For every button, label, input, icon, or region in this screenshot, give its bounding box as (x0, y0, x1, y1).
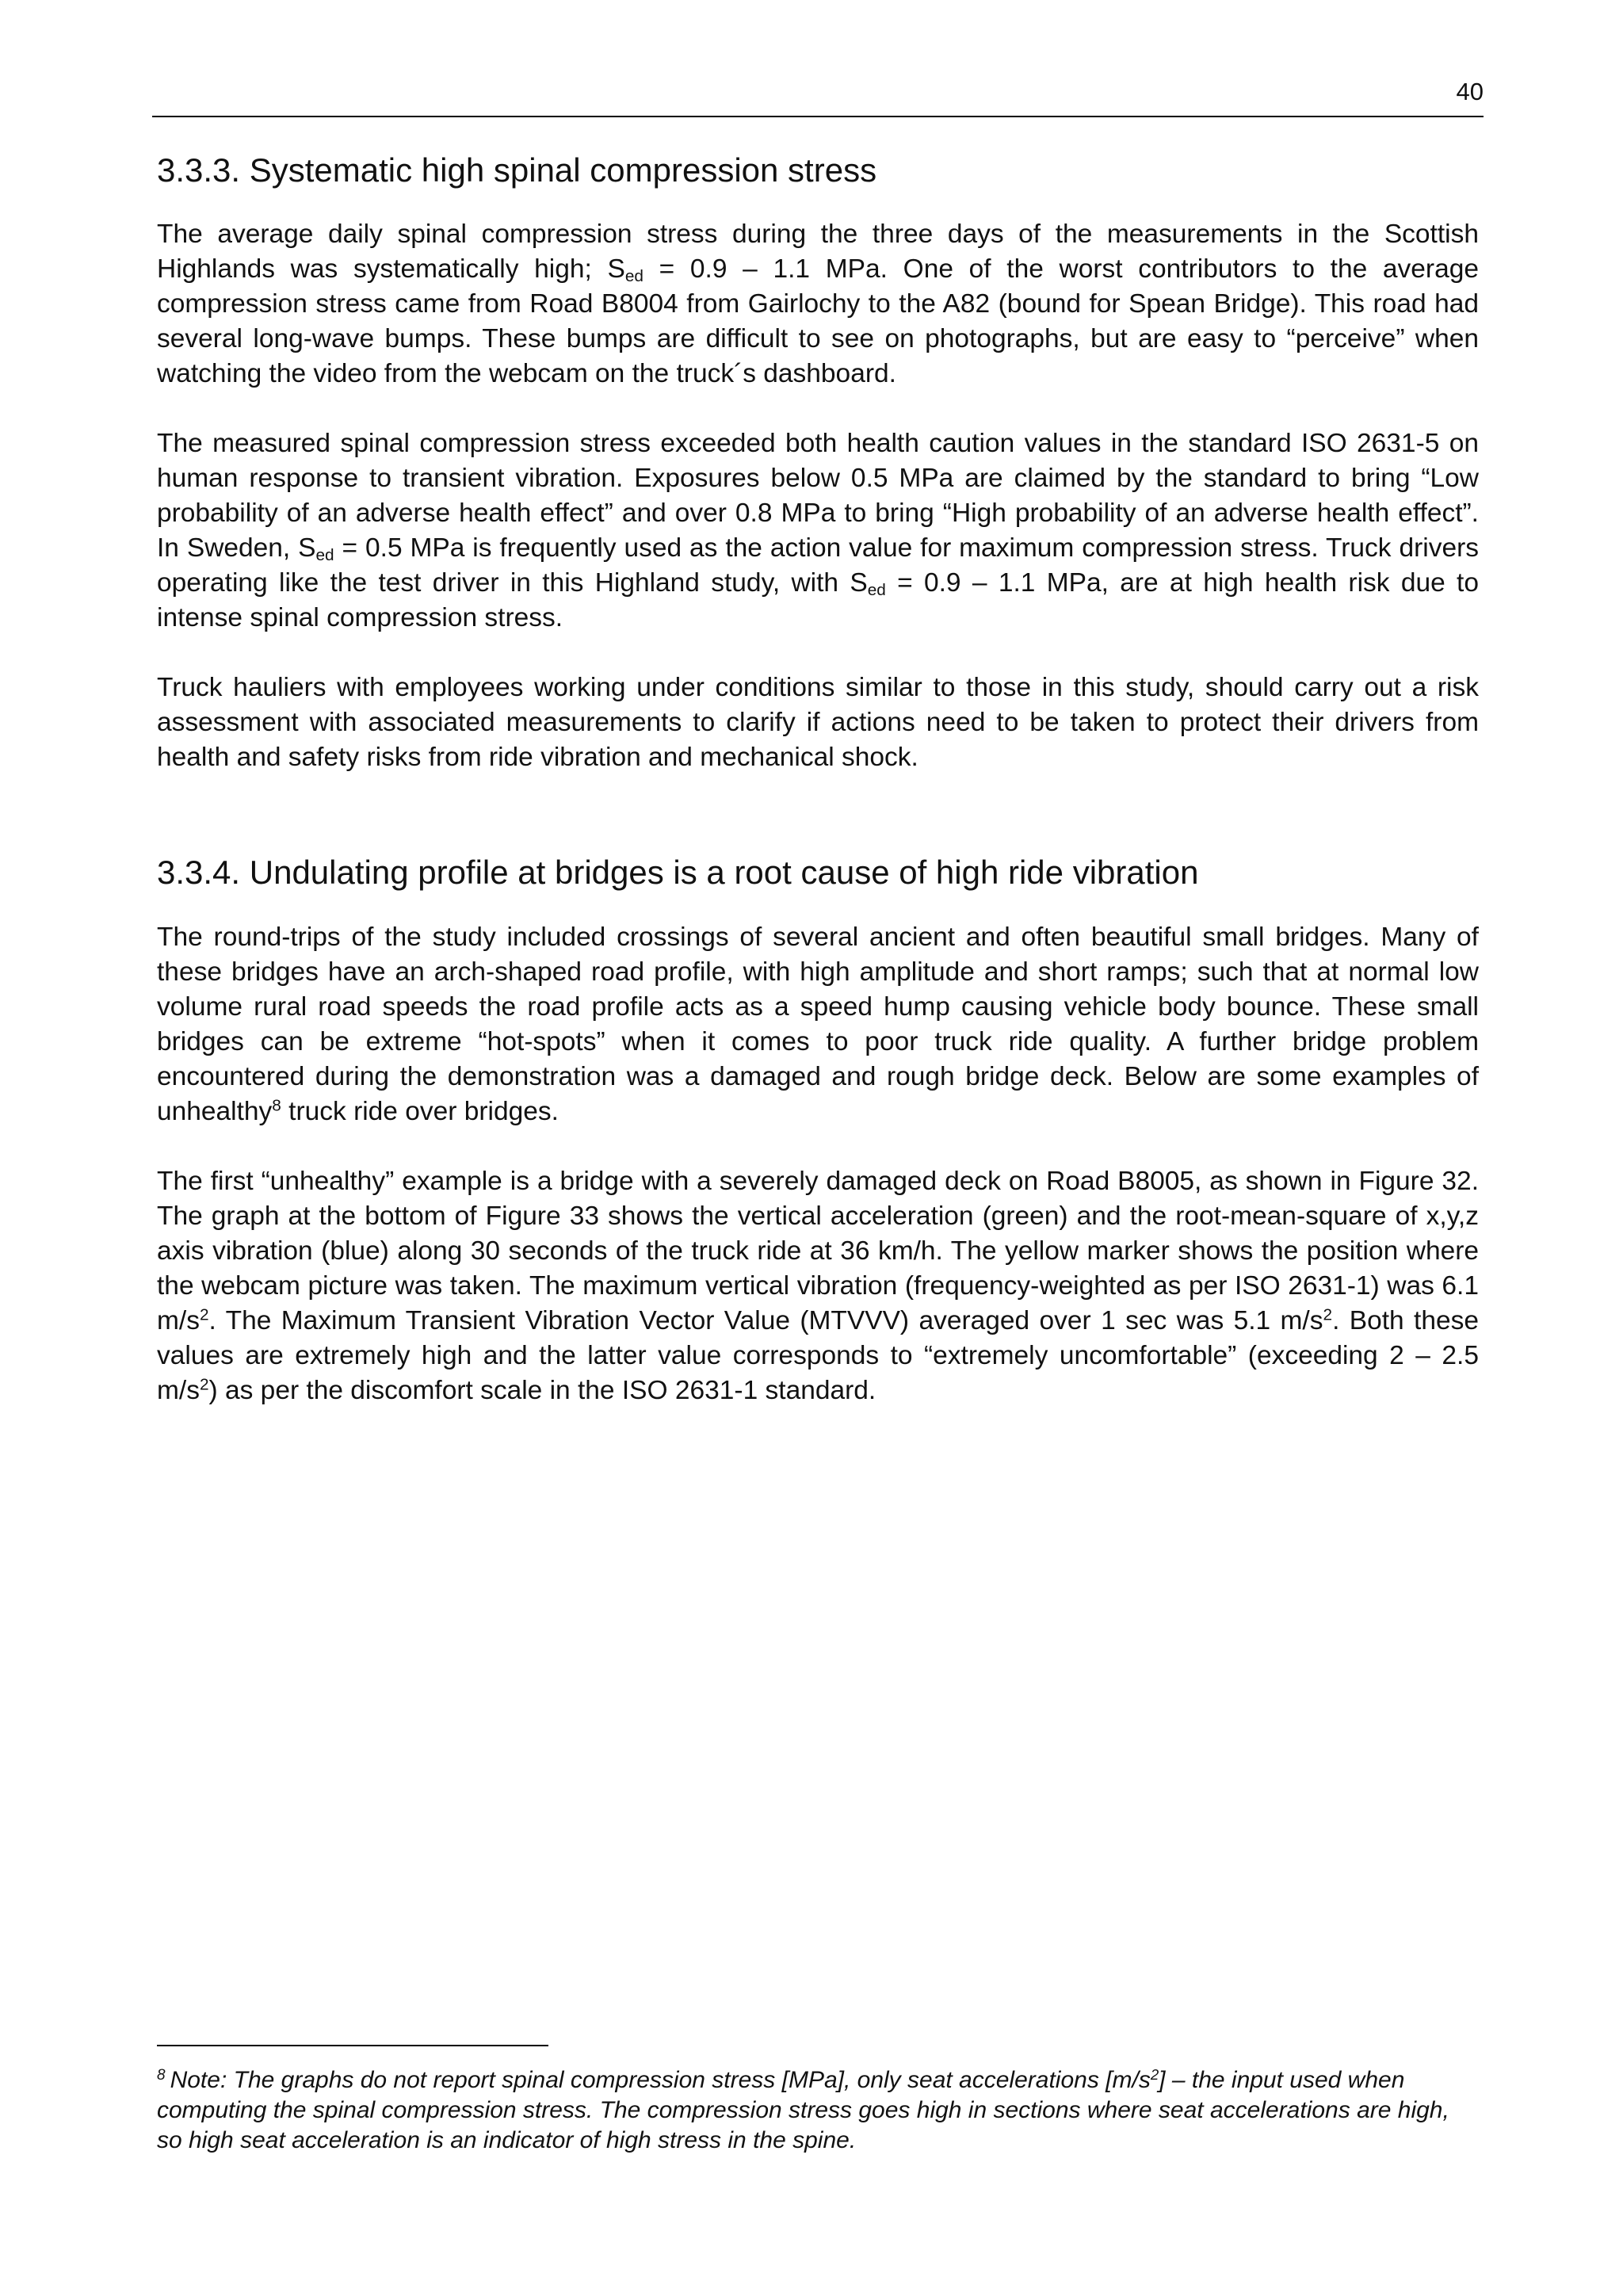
page-content (157, 151, 1479, 1443)
paragraph-average-compression: The average daily spinal compression stress during the three days of the measurements in the Scottish Highlands was systematically high; $S_{ed} = 0.9 - 1.1$ MPa. One of the worst contributors to the average compression stress came from Road B8004 from Gairlochy to the A82 (bound for Spean Bridge). This road had several long-wave bumps. These bumps are difficult to see on photographs, but are easy to “perceive” when watching the video from the webcam on the truck´s dashboard. (157, 220, 1479, 389)
paragraph-unhealthy-example: The first “unhealthy” example is a bridge with a severely damaged deck on Road B8005, as shown in Figure 32. The graph at the bottom of Figure 33 shows the vertical acceleration (green) and the root-mean-square of x,y,z axis vibration (blue) along 30 seconds of the truck ride at 36 km/h. The yellow marker shows the position where the webcam picture was taken. The maximum vertical vibration (frequency-weighted as per ISO 2631-1) was 6.1 $m/s^2$. The Maximum Transient Vibration Vector Value (MTVVV) averaged over 1 sec was 5.1 $m/s^2$. Both these values are extremely high and the latter value corresponds to “extremely uncomfortable” (exceeding 2 – 2.5 $m/s^2$) as per the discomfort scale in the ISO 2631-1 standard. (157, 1166, 1479, 1405)
paragraph-risk-assessment: Truck hauliers with employees working under conditions similar to those in this study, should carry out a risk assessment with associated measurements to clarify if actions need to be taken to protect their drivers from health and safety risks from ride vibration and mechanical shock. (157, 673, 1479, 773)
header-rule (152, 116, 1484, 117)
section-heading-3-3-3: 3.3.3. Systematic high spinal compression stress (157, 151, 877, 189)
footnote: $^8$ Note: The graphs do not report spinal compression stress [MPa], only seat accelerations $[m/s^2]$ – the input used when computing the spinal compression stress. The compression stress goes high in sections where seat accelerations are high, so high seat acceleration is an indicator of high stress in the spine. (157, 2065, 1449, 2153)
paragraph-bridges: The round-trips of the study included crossings of several ancient and often beautiful small bridges. Many of these bridges have an arch-shaped road profile, with high amplitude and short ramps; such that at normal low volume rural road speeds the road profile acts as a speed hump causing vehicle body bounce. These small bridges can be extreme “hot-spots” when it comes to poor truck ride quality. A further bridge problem encountered during the demonstration was a damaged and rough bridge deck. Below are some examples of unhealthy$^8$ truck ride over bridges. (157, 922, 1479, 1126)
footnote-rule (157, 2045, 548, 2046)
page-number: 40 (1456, 78, 1484, 105)
section-heading-3-3-4: 3.3.4. Undulating profile at bridges is a root cause of high ride vibration (157, 854, 1199, 892)
paragraph-health-caution: The measured spinal compression stress exceeded both health caution values in the standard ISO 2631-5 on human response to transient vibration. Exposures below 0.5 MPa are claimed by the standard to bring “Low probability of an adverse health effect” and over 0.8 MPa to bring “High probability of an adverse health effect”. In Sweden, $S_{ed} = 0.5$ MPa is frequently used as the action value for maximum compression stress. Truck drivers operating like the test driver in this Highland study, with $S_{ed} = 0.9 - 1.1$ MPa, are at high health risk due to intense spinal compression stress. (157, 429, 1479, 633)
footnote-reference[interactable]: 8 (272, 1096, 281, 1115)
footnote-marker: 8 (157, 2067, 166, 2084)
section-gap (157, 810, 1479, 853)
